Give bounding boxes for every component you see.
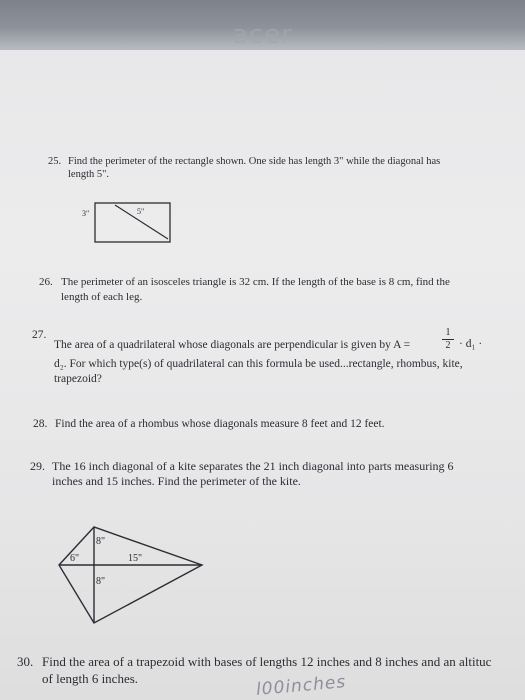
question-line: inches and 15 inches. Find the perimeter of the kite. <box>52 474 301 488</box>
kite-outline <box>59 527 202 623</box>
fraction-denominator: 2 <box>445 340 451 351</box>
question-line: d₂. For which type(s) of quadrilateral can this formula be used...rectangle, rhombus, kite, <box>54 358 463 370</box>
rectangle-diagonal-label: 5" <box>137 207 145 216</box>
handwritten-answer: l00inches <box>255 672 347 700</box>
question-text <box>54 338 463 387</box>
question-line: of length 6 inches. <box>42 671 139 686</box>
kite-figure <box>52 520 212 630</box>
rectangle-side-label: 3" <box>82 209 90 218</box>
kite-left-label: 6" <box>70 553 80 564</box>
rectangle-figure <box>80 198 190 248</box>
question-line: length 5". <box>68 169 110 180</box>
question-number: 29. <box>30 459 45 473</box>
question-text <box>55 417 385 432</box>
question-text <box>52 459 454 489</box>
formula-tail: · d₁ · <box>459 338 483 350</box>
question-line: The area of a quadrilateral whose diagonals are perpendicular is given by A = <box>54 339 411 351</box>
kite-right-label: 15" <box>128 553 143 564</box>
question-line: trapezoid? <box>54 373 102 385</box>
fraction-numerator: 1 <box>445 327 451 338</box>
question-number: 28. <box>33 418 48 430</box>
question-text <box>61 275 450 305</box>
question-number: 27. <box>32 329 47 341</box>
question-line: Find the area of a rhombus whose diagonals measure 8 feet and 12 feet. <box>55 418 385 430</box>
question-number: 25. <box>48 156 62 167</box>
question-line: Find the perimeter of the rectangle shown. One side has length 3" while the diagonal has <box>68 156 441 167</box>
formula-fraction <box>442 328 454 351</box>
question-number: 30. <box>17 654 34 669</box>
brand-logo: acer <box>232 20 293 50</box>
question-text <box>68 155 440 181</box>
question-line: Find the area of a trapezoid with bases of lengths 12 inches and 8 inches and an altituc <box>42 654 492 669</box>
question-line: length of each leg. <box>61 291 143 303</box>
kite-bottom-label: 8" <box>96 576 106 587</box>
rectangle-outline <box>95 203 170 242</box>
question-number: 26. <box>39 276 53 288</box>
question-line: The 16 inch diagonal of a kite separates the 21 inch diagonal into parts measuring 6 <box>52 459 454 473</box>
kite-top-label: 8" <box>96 536 106 547</box>
question-line: The perimeter of an isosceles triangle is 32 cm. If the length of the base is 8 cm, find the <box>61 276 450 288</box>
